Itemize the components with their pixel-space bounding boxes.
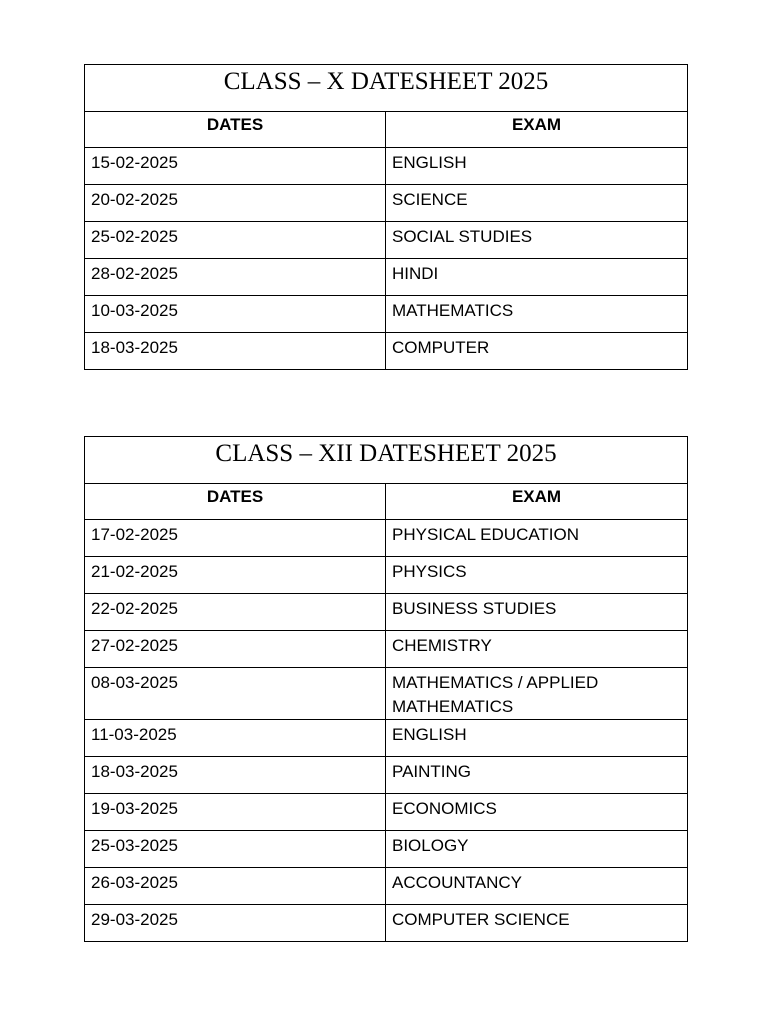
date-cell: 21-02-2025 xyxy=(85,557,386,594)
date-cell: 28-02-2025 xyxy=(85,259,386,296)
date-cell: 25-02-2025 xyxy=(85,222,386,259)
exam-cell: ENGLISH xyxy=(386,720,688,757)
header-row xyxy=(85,112,688,148)
exam-cell: MATHEMATICS / APPLIED MATHEMATICS xyxy=(386,668,688,720)
date-cell: 26-03-2025 xyxy=(85,868,386,905)
date-cell: 17-02-2025 xyxy=(85,520,386,557)
table-row xyxy=(85,296,688,333)
table-row xyxy=(85,720,688,757)
table-row xyxy=(85,594,688,631)
exam-cell: COMPUTER xyxy=(386,333,688,370)
table-row xyxy=(85,333,688,370)
exam-cell: SCIENCE xyxy=(386,185,688,222)
exam-cell: CHEMISTRY xyxy=(386,631,688,668)
table-row xyxy=(85,757,688,794)
table-row xyxy=(85,259,688,296)
exam-cell: BUSINESS STUDIES xyxy=(386,594,688,631)
class-xii-datesheet-table xyxy=(84,436,688,942)
table-row xyxy=(85,631,688,668)
exam-header: EXAM xyxy=(386,112,688,148)
table-row xyxy=(85,520,688,557)
exam-header: EXAM xyxy=(386,484,688,520)
table-row xyxy=(85,222,688,259)
table-row xyxy=(85,831,688,868)
exam-cell: PAINTING xyxy=(386,757,688,794)
table-row xyxy=(85,668,688,720)
dates-header: DATES xyxy=(85,112,386,148)
exam-cell: COMPUTER SCIENCE xyxy=(386,905,688,942)
table-row xyxy=(85,868,688,905)
table-row xyxy=(85,557,688,594)
exam-cell: ENGLISH xyxy=(386,148,688,185)
date-cell: 22-02-2025 xyxy=(85,594,386,631)
table-row xyxy=(85,185,688,222)
title-row xyxy=(85,65,688,112)
date-cell: 08-03-2025 xyxy=(85,668,386,720)
date-cell: 11-03-2025 xyxy=(85,720,386,757)
date-cell: 18-03-2025 xyxy=(85,333,386,370)
header-row xyxy=(85,484,688,520)
date-cell: 15-02-2025 xyxy=(85,148,386,185)
title-row xyxy=(85,437,688,484)
class-xii-title: CLASS – XII DATESHEET 2025 xyxy=(85,437,688,484)
table-row xyxy=(85,794,688,831)
exam-cell: ECONOMICS xyxy=(386,794,688,831)
exam-cell: ACCOUNTANCY xyxy=(386,868,688,905)
table-row xyxy=(85,148,688,185)
dates-header: DATES xyxy=(85,484,386,520)
table-row xyxy=(85,905,688,942)
date-cell: 19-03-2025 xyxy=(85,794,386,831)
exam-cell: PHYSICS xyxy=(386,557,688,594)
date-cell: 29-03-2025 xyxy=(85,905,386,942)
exam-cell: HINDI xyxy=(386,259,688,296)
exam-cell: MATHEMATICS xyxy=(386,296,688,333)
exam-cell: BIOLOGY xyxy=(386,831,688,868)
date-cell: 10-03-2025 xyxy=(85,296,386,333)
date-cell: 25-03-2025 xyxy=(85,831,386,868)
date-cell: 27-02-2025 xyxy=(85,631,386,668)
exam-cell: SOCIAL STUDIES xyxy=(386,222,688,259)
exam-cell: PHYSICAL EDUCATION xyxy=(386,520,688,557)
date-cell: 18-03-2025 xyxy=(85,757,386,794)
class-x-datesheet-table xyxy=(84,64,688,370)
date-cell: 20-02-2025 xyxy=(85,185,386,222)
class-x-title: CLASS – X DATESHEET 2025 xyxy=(85,65,688,112)
